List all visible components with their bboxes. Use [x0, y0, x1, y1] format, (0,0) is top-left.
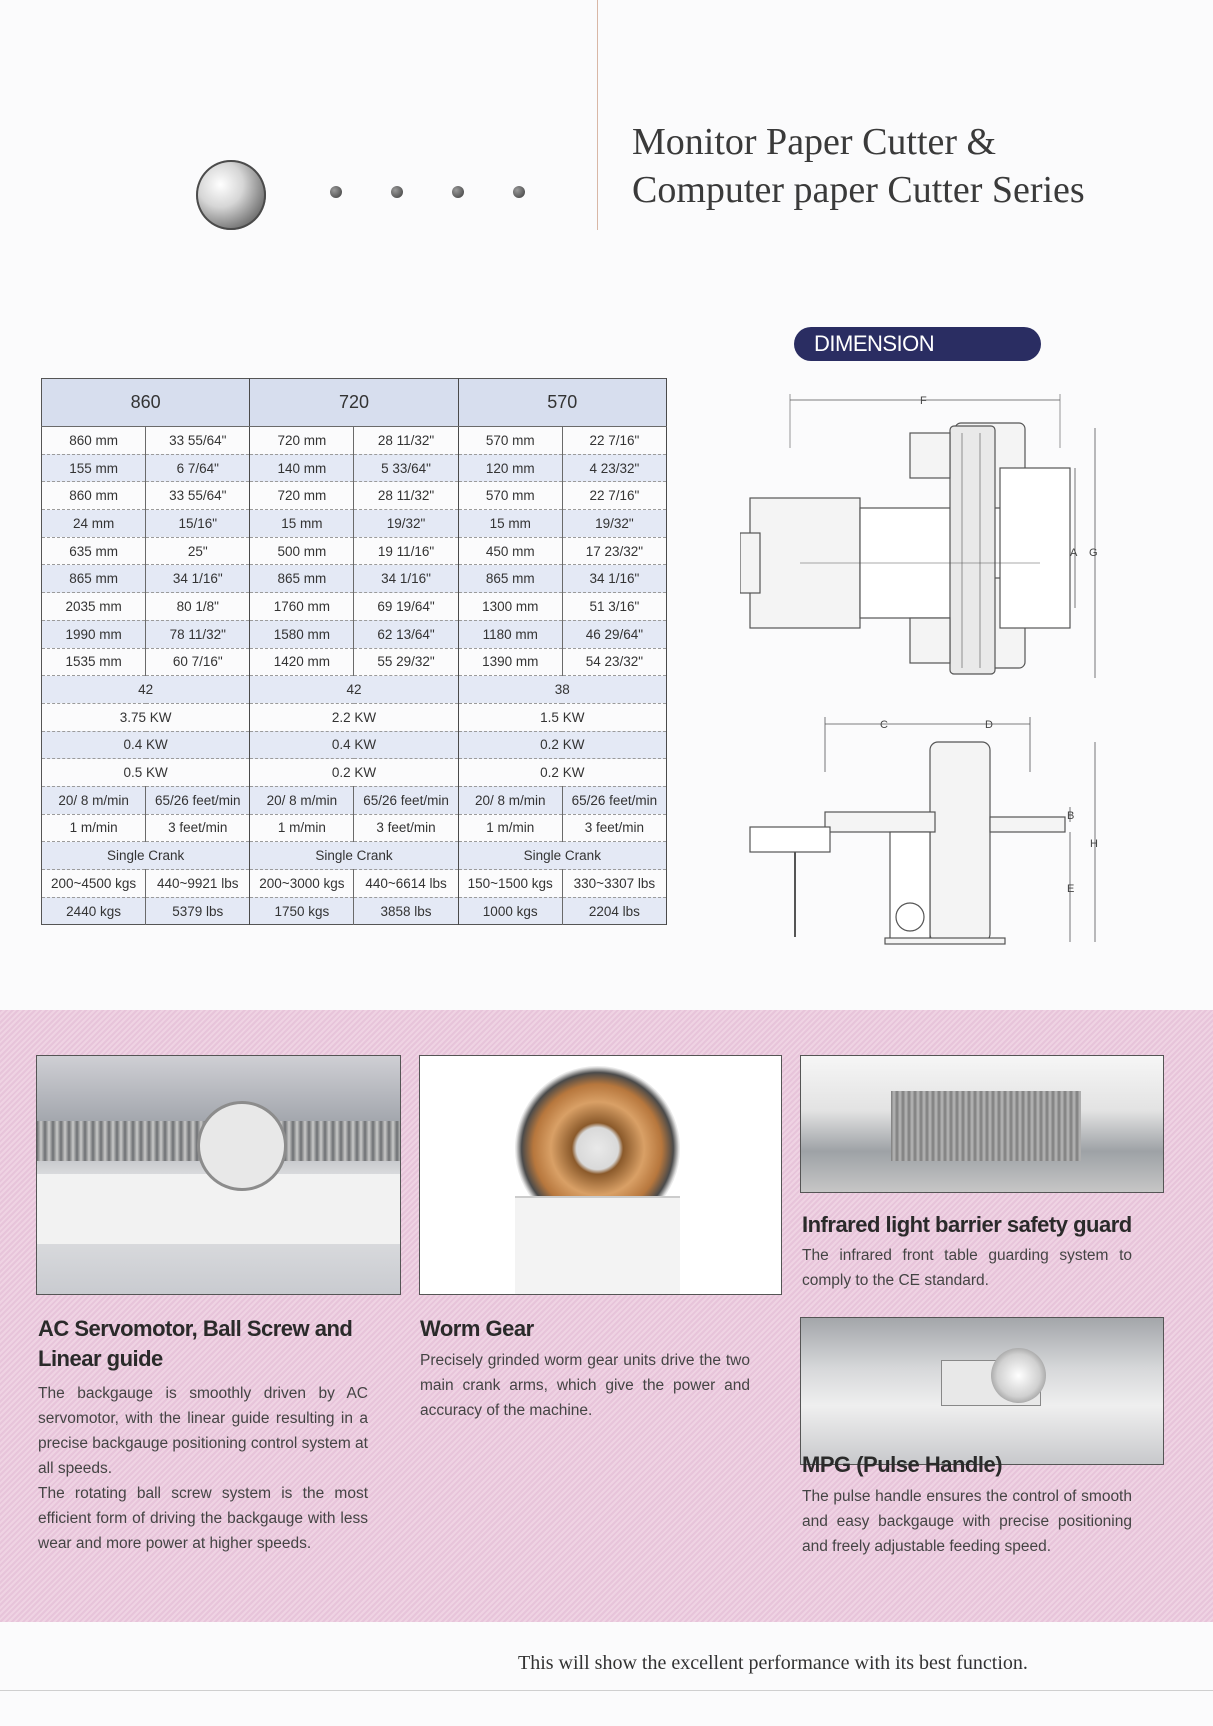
spec-cell: 1300 mm [458, 593, 562, 621]
spec-cell: 28 11/32" [354, 482, 458, 510]
spec-cell: 5379 lbs [146, 897, 250, 925]
spec-cell: 635 mm [42, 537, 146, 565]
spec-cell: 65/26 feet/min [562, 786, 666, 814]
spec-cell: 720 mm [250, 482, 354, 510]
front-table [990, 817, 1065, 832]
machine-column [930, 742, 990, 942]
spec-row [42, 759, 667, 787]
spec-cell: 20/ 8 m/min [458, 786, 562, 814]
spec-cell: 1.5 KW [458, 703, 666, 731]
spec-cell: 155 mm [42, 454, 146, 482]
spec-cell: 46 29/64" [562, 620, 666, 648]
globe-logo-icon [196, 160, 266, 230]
servo-photo [36, 1055, 401, 1295]
spec-cell: 51 3/16" [562, 593, 666, 621]
label-h: H [1090, 838, 1098, 850]
spec-cell: 1 m/min [458, 814, 562, 842]
spec-cell: 440~9921 lbs [146, 870, 250, 898]
spec-row [42, 537, 667, 565]
blade-beam [950, 426, 995, 674]
spec-row [42, 565, 667, 593]
spec-cell: Single Crank [42, 842, 250, 870]
spec-cell: 0.2 KW [250, 759, 458, 787]
mpg-title: MPG (Pulse Handle) [802, 1452, 1003, 1477]
spec-row [42, 786, 667, 814]
spec-cell: 865 mm [250, 565, 354, 593]
title-line-2: Computer paper Cutter Series [632, 169, 1085, 211]
label-f: F [920, 395, 927, 407]
spec-row [42, 427, 667, 455]
spec-cell: 2035 mm [42, 593, 146, 621]
worm-gear-title: Worm Gear [420, 1316, 534, 1341]
spec-cell: 3858 lbs [354, 897, 458, 925]
spec-cell: 3 feet/min [146, 814, 250, 842]
spec-cell: 860 mm [42, 482, 146, 510]
dimension-badge: DIMENSION [794, 327, 1041, 361]
spec-cell: 33 55/64" [146, 482, 250, 510]
spec-row [42, 842, 667, 870]
spec-cell: 500 mm [250, 537, 354, 565]
spec-cell: 15/16" [146, 510, 250, 538]
spec-cell: 1420 mm [250, 648, 354, 676]
mpg-photo [800, 1317, 1164, 1465]
spec-cell: 80 1/8" [146, 593, 250, 621]
spec-row [42, 648, 667, 676]
spec-cell: 4 23/32" [562, 454, 666, 482]
spec-cell: 65/26 feet/min [146, 786, 250, 814]
label-d: D [985, 719, 993, 731]
spec-cell: 865 mm [458, 565, 562, 593]
top-view-drawing [740, 388, 1100, 688]
spec-cell: 865 mm [42, 565, 146, 593]
spec-cell: 42 [250, 676, 458, 704]
spec-cell: 440~6614 lbs [354, 870, 458, 898]
spec-cell: 0.2 KW [458, 759, 666, 787]
spec-cell: 0.4 KW [250, 731, 458, 759]
spec-row [42, 482, 667, 510]
spec-cell: 1535 mm [42, 648, 146, 676]
spec-row [42, 731, 667, 759]
spec-cell: 19/32" [354, 510, 458, 538]
spec-cell: 0.5 KW [42, 759, 250, 787]
spec-cell: 15 mm [458, 510, 562, 538]
servo-description [38, 1381, 368, 1556]
spec-cell: 34 1/16" [562, 565, 666, 593]
spec-cell: 0.2 KW [458, 731, 666, 759]
spec-cell: 3 feet/min [354, 814, 458, 842]
spec-cell: 19/32" [562, 510, 666, 538]
spec-cell: 150~1500 kgs [458, 870, 562, 898]
spec-cell: 2204 lbs [562, 897, 666, 925]
spec-cell: 140 mm [250, 454, 354, 482]
spec-cell: 55 29/32" [354, 648, 458, 676]
decorative-dots [330, 186, 525, 198]
model-header-720: 720 [250, 379, 458, 427]
spec-cell: 38 [458, 676, 666, 704]
spec-cell: 24 mm [42, 510, 146, 538]
header-divider-line [597, 0, 598, 230]
dot-icon [330, 186, 342, 198]
spec-cell: 2.2 KW [250, 703, 458, 731]
spec-cell: 69 19/64" [354, 593, 458, 621]
worm-gear-photo [419, 1055, 782, 1295]
spec-cell: 570 mm [458, 482, 562, 510]
dot-icon [513, 186, 525, 198]
side-view-drawing [740, 712, 1100, 952]
label-e: E [1067, 883, 1075, 895]
spec-cell: 1760 mm [250, 593, 354, 621]
page-title [632, 118, 1085, 214]
spec-row [42, 454, 667, 482]
spec-row [42, 814, 667, 842]
side-handle [740, 533, 760, 593]
spec-cell: 450 mm [458, 537, 562, 565]
spec-cell: 720 mm [250, 427, 354, 455]
servo-title-line2: Linear guide [38, 1346, 163, 1371]
model-header-860: 860 [42, 379, 250, 427]
spec-cell: 34 1/16" [146, 565, 250, 593]
spec-cell: 42 [42, 676, 250, 704]
spec-cell: 22 7/16" [562, 482, 666, 510]
label-c: C [880, 719, 888, 731]
spec-cell: 2440 kgs [42, 897, 146, 925]
infrared-description: The infrared front table guarding system to comply to the CE standard. [802, 1247, 1132, 1289]
spec-cell: 1580 mm [250, 620, 354, 648]
spec-cell: 1 m/min [42, 814, 146, 842]
spec-cell: 0.4 KW [42, 731, 250, 759]
spec-cell: 1 m/min [250, 814, 354, 842]
spec-cell: 6 7/64" [146, 454, 250, 482]
dot-icon [452, 186, 464, 198]
label-g: G [1089, 547, 1098, 559]
model-header-570: 570 [458, 379, 666, 427]
spec-cell: 17 23/32" [562, 537, 666, 565]
spec-row [42, 593, 667, 621]
back-table [825, 812, 935, 832]
right-panel [1000, 468, 1070, 628]
spec-cell: Single Crank [458, 842, 666, 870]
spec-cell: 1000 kgs [458, 897, 562, 925]
spec-cell: 25" [146, 537, 250, 565]
servo-title [38, 1314, 398, 1374]
spec-cell: 1390 mm [458, 648, 562, 676]
spec-cell: 33 55/64" [146, 427, 250, 455]
spec-cell: 200~4500 kgs [42, 870, 146, 898]
spec-header-row [42, 379, 667, 427]
spec-row [42, 510, 667, 538]
spec-cell: 65/26 feet/min [354, 786, 458, 814]
spec-cell: 22 7/16" [562, 427, 666, 455]
spec-row [42, 703, 667, 731]
spec-row [42, 897, 667, 925]
spec-row [42, 870, 667, 898]
infrared-title: Infrared light barrier safety guard [802, 1212, 1132, 1237]
motor-upper [910, 433, 950, 478]
fan-icon [896, 903, 924, 931]
mpg-description: The pulse handle ensures the control of smooth and easy backgauge with precise positioning and freely adjustable feeding speed. [802, 1488, 1132, 1555]
spec-cell: 20/ 8 m/min [250, 786, 354, 814]
servo-text-1: The backgauge is smoothly driven by AC servomotor, with the linear guide resulting in a precise backgauge positioning control system at all speeds. [38, 1385, 368, 1477]
spec-cell: Single Crank [250, 842, 458, 870]
spec-cell: 200~3000 kgs [250, 870, 354, 898]
spec-cell: 60 7/16" [146, 648, 250, 676]
servo-text-2: The rotating ball screw system is the most efficient form of driving the backgauge with less wear and more power at higher speeds. [38, 1485, 368, 1552]
infrared-photo [800, 1055, 1164, 1193]
rear-extension [750, 827, 830, 852]
spec-cell: 120 mm [458, 454, 562, 482]
spec-cell: 34 1/16" [354, 565, 458, 593]
spec-cell: 78 11/32" [146, 620, 250, 648]
spec-cell: 3 feet/min [562, 814, 666, 842]
spec-cell: 330~3307 lbs [562, 870, 666, 898]
spec-cell: 3.75 KW [42, 703, 250, 731]
label-a: A [1070, 547, 1078, 559]
worm-gear-description: Precisely grinded worm gear units drive the two main crank arms, which give the power and accuracy of the machine. [420, 1352, 750, 1419]
spec-cell: 19 11/16" [354, 537, 458, 565]
spec-cell: 20/ 8 m/min [42, 786, 146, 814]
spec-cell: 1750 kgs [250, 897, 354, 925]
spec-row [42, 676, 667, 704]
spec-cell: 860 mm [42, 427, 146, 455]
spec-cell: 54 23/32" [562, 648, 666, 676]
spec-row [42, 620, 667, 648]
spec-table [41, 378, 667, 925]
footer-tagline: This will show the excellent performance with its best function. [518, 1652, 1028, 1674]
dot-icon [391, 186, 403, 198]
motor-lower [910, 618, 950, 663]
spec-cell: 15 mm [250, 510, 354, 538]
spec-cell: 1180 mm [458, 620, 562, 648]
spec-cell: 1990 mm [42, 620, 146, 648]
base-plate [885, 938, 1005, 944]
label-b: B [1067, 810, 1075, 822]
servo-title-line1: AC Servomotor, Ball Screw and [38, 1316, 353, 1341]
spec-cell: 5 33/64" [354, 454, 458, 482]
spec-cell: 28 11/32" [354, 427, 458, 455]
footer-line [0, 1690, 1213, 1691]
spec-cell: 570 mm [458, 427, 562, 455]
spec-cell: 62 13/64" [354, 620, 458, 648]
title-line-1: Monitor Paper Cutter & [632, 121, 997, 163]
